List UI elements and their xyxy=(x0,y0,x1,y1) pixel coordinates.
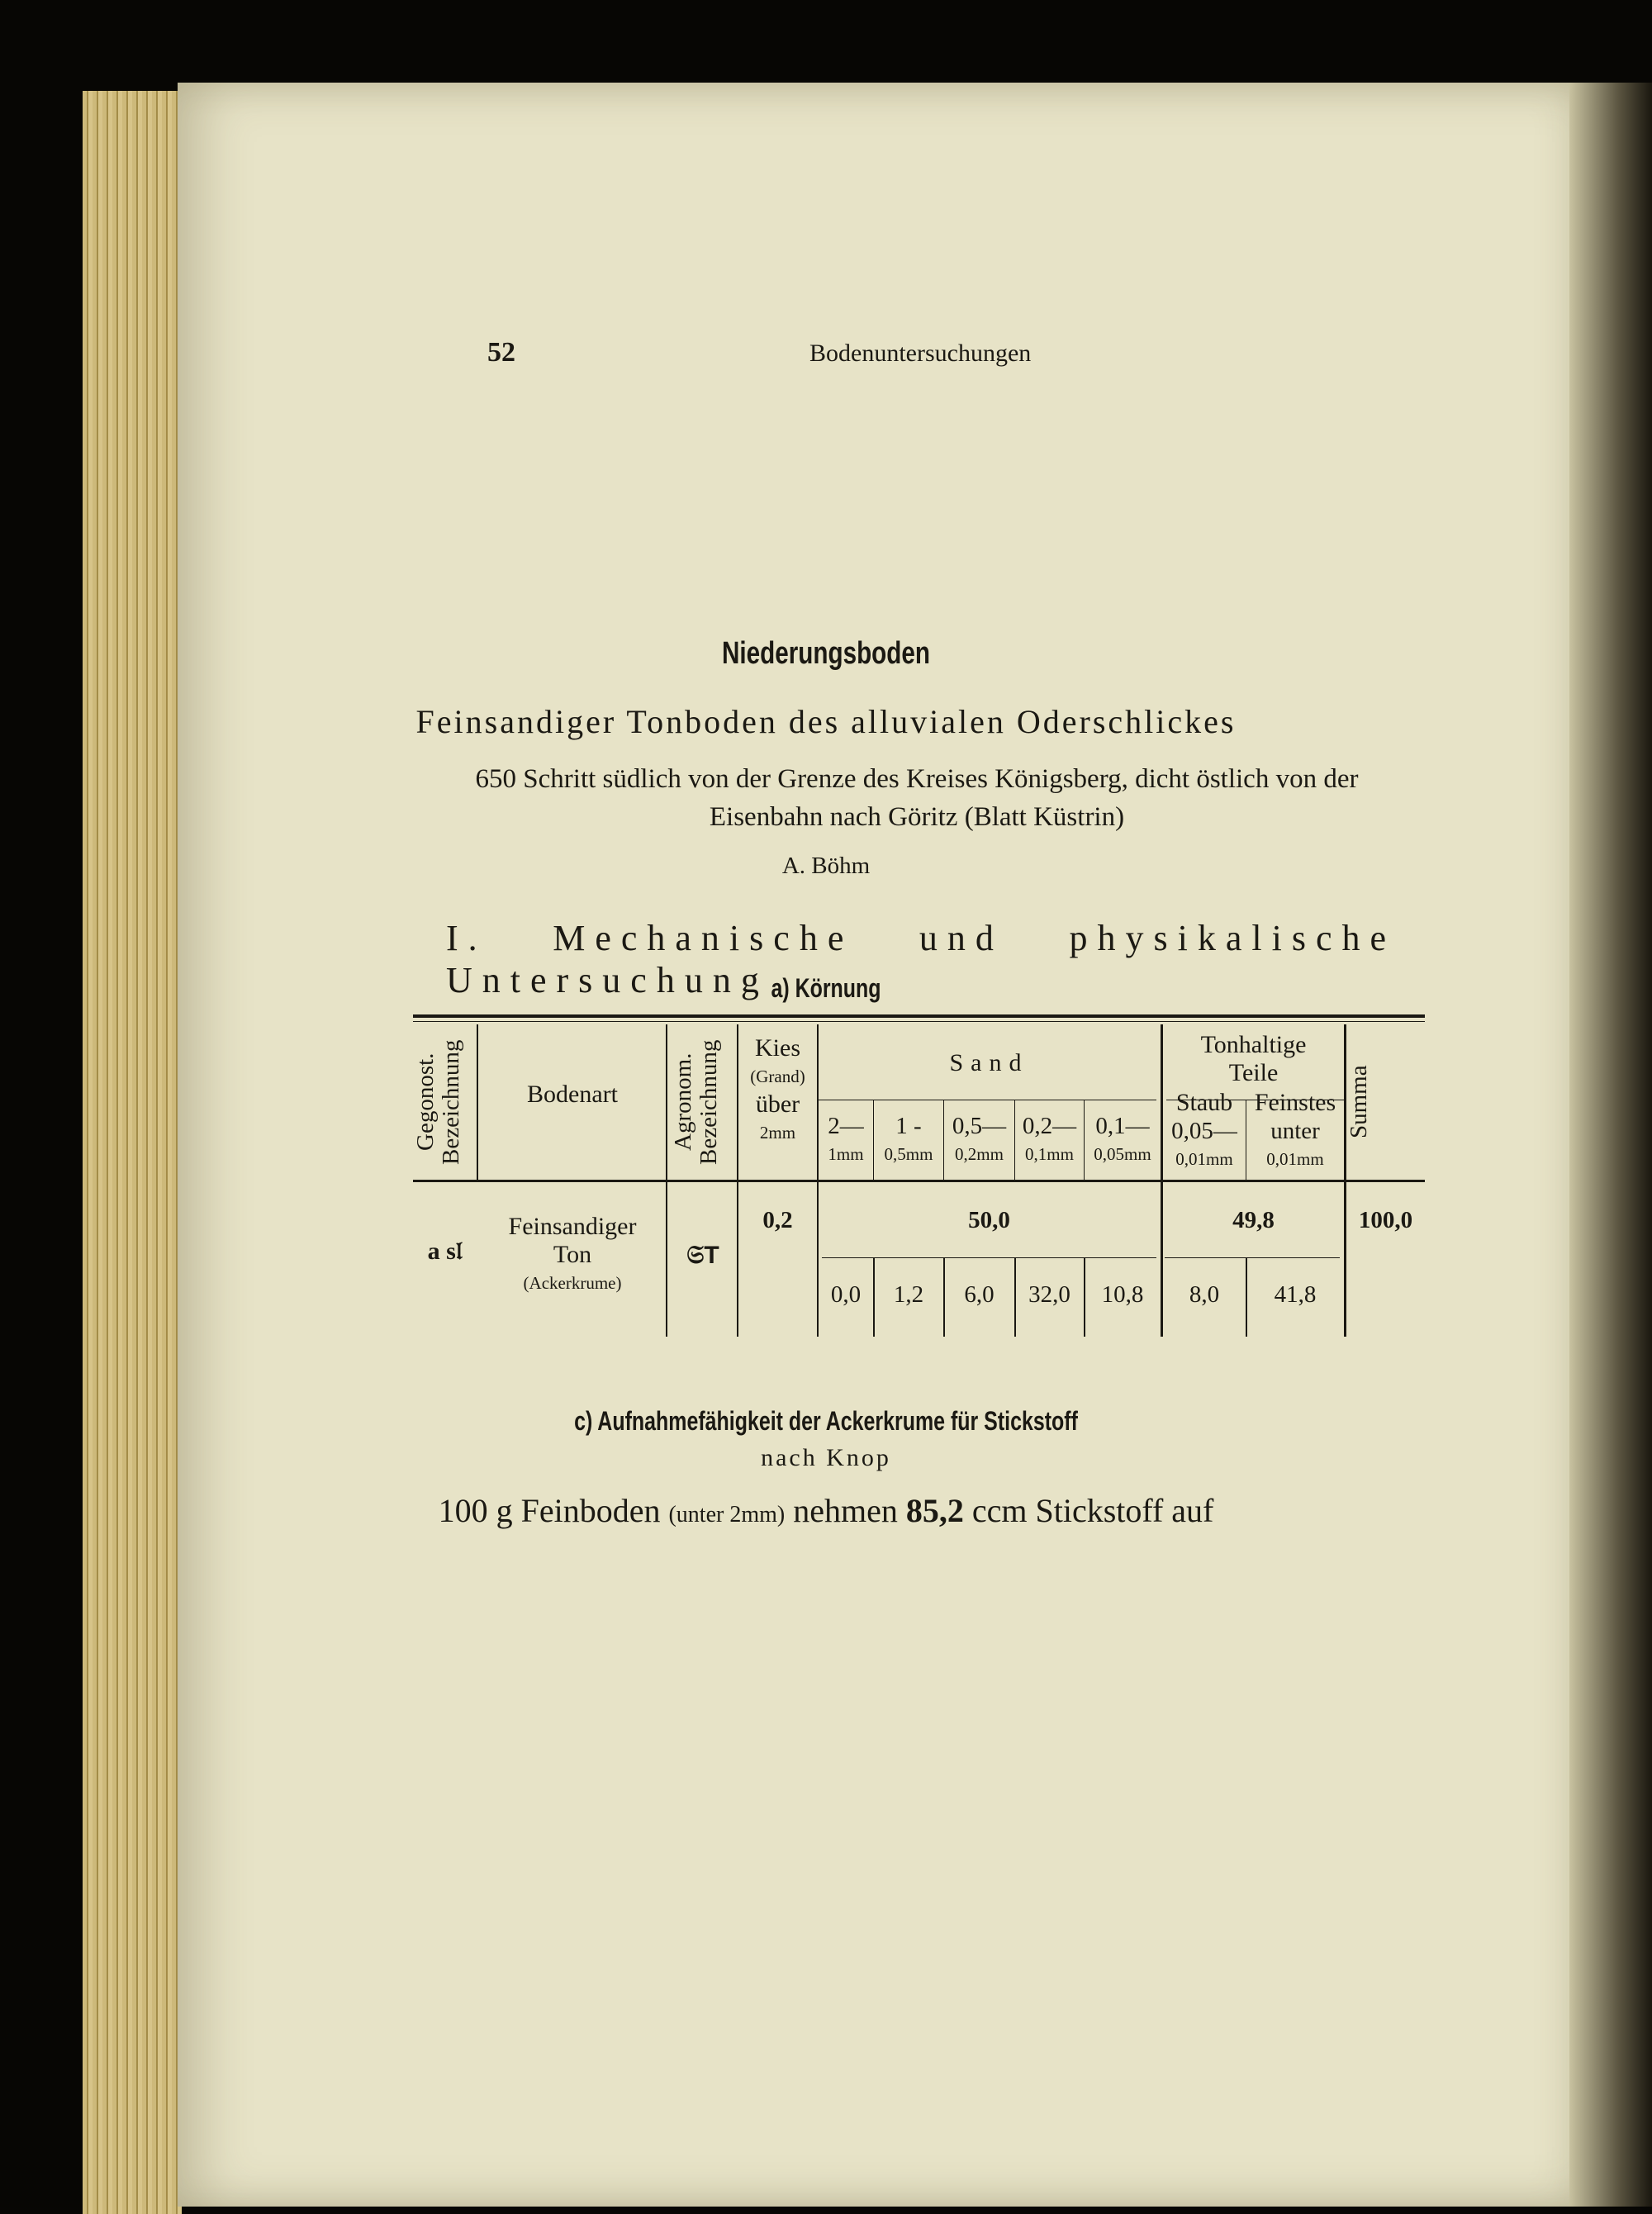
header-sand-05-02mm: 0,5— 0,2mm xyxy=(952,1113,1007,1164)
row-gegenost: a s𝔩 xyxy=(427,1238,463,1265)
author: A. Böhm xyxy=(781,853,871,879)
header-sand-02-01mm: 0,2— 0,1mm xyxy=(1022,1113,1077,1164)
section-title: I. Mechanische und physikalische Untersuchung xyxy=(446,918,1396,1000)
row-bodenart: Feinsandiger Ton (Ackerkrume) xyxy=(508,1213,637,1293)
header-agronom: Agronom. Bezeichnung xyxy=(670,1039,722,1165)
row-agronom: 𝔖T xyxy=(686,1242,719,1269)
totals-rule-sand xyxy=(822,1257,1156,1258)
nitrogen-value: 85,2 xyxy=(905,1492,964,1529)
header-sand: Sand xyxy=(949,1049,1029,1076)
header-summa: Summa xyxy=(1346,1065,1372,1139)
page-number: 52 xyxy=(487,337,515,368)
header-kies: Kies (Grand) über 2mm xyxy=(750,1034,805,1143)
nitrogen-statement: 100 g Feinboden (unter 2mm) nehmen 85,2 ccm Stickstoff auf xyxy=(438,1492,1214,1529)
location-description: 650 Schritt südlich von der Grenze des Kreises Königsberg, dicht östlich von der Eisenbahn nach Göritz (Blatt Küstrin) xyxy=(475,764,1359,832)
row-kies: 0,2 xyxy=(762,1207,793,1233)
table-top-rule xyxy=(413,1014,1425,1018)
col-rule-2 xyxy=(666,1024,667,1337)
row-sand-1-05mm: 1,2 xyxy=(893,1281,924,1308)
subtitle: Feinsandiger Tonboden des alluvialen Oderschlickes xyxy=(415,703,1237,740)
row-feinstes: 41,8 xyxy=(1274,1281,1317,1308)
totals-rule-ton xyxy=(1165,1257,1340,1258)
row-sand-01-005mm: 10,8 xyxy=(1101,1281,1144,1308)
header-bottom-rule xyxy=(413,1180,1425,1182)
row-sand-02-01mm: 32,0 xyxy=(1028,1281,1070,1308)
header-gegenost: Gegonost. Bezeichnung xyxy=(412,1039,464,1165)
row-sand-total: 50,0 xyxy=(968,1207,1010,1233)
header-sand-1-05mm: 1 - 0,5mm xyxy=(884,1113,933,1164)
header-tonhaltige: Tonhaltige Teile xyxy=(1200,1031,1307,1086)
row-sand-05-02mm: 6,0 xyxy=(964,1281,995,1308)
grain-size-table xyxy=(413,1014,1425,1337)
nach-knop: nach Knop xyxy=(761,1444,891,1471)
page-title: Niederungsboden xyxy=(722,636,930,671)
row-sand-2-1mm: 0,0 xyxy=(830,1281,862,1308)
subsection-c-title: c) Aufnahmefähigkeit der Ackerkrume für Stickstoff xyxy=(574,1406,1078,1436)
running-title: Bodenuntersuchungen xyxy=(809,340,1032,367)
row-ton-total: 49,8 xyxy=(1232,1207,1275,1233)
subsection-a-title: a) Körnung xyxy=(771,973,881,1003)
book-page-edges xyxy=(83,91,182,2214)
row-staub: 8,0 xyxy=(1189,1281,1220,1308)
row-summa: 100,0 xyxy=(1358,1207,1413,1233)
header-staub: Staub 0,05— 0,01mm xyxy=(1171,1089,1237,1169)
header-bodenart: Bodenart xyxy=(527,1081,618,1108)
header-sand-01-005mm: 0,1— 0,05mm xyxy=(1094,1113,1151,1164)
table-top-rule-thin xyxy=(413,1021,1425,1022)
col-rule-1 xyxy=(477,1024,478,1180)
header-sand-2-1mm: 2— 1mm xyxy=(828,1113,864,1164)
spine-shadow xyxy=(1569,83,1652,2207)
header-feinstes: Feinstes unter 0,01mm xyxy=(1254,1089,1336,1169)
